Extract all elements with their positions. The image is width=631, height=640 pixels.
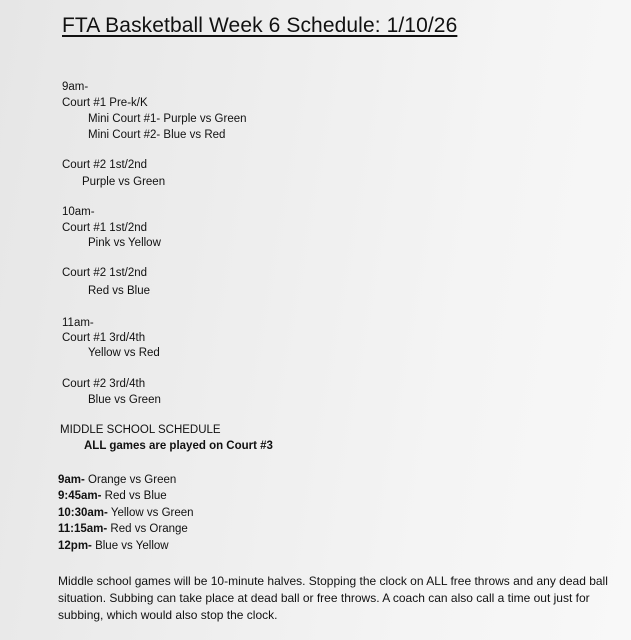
ms-game-time: 9am-	[58, 474, 85, 486]
slot2-court1-heading: Court #1 1st/2nd	[62, 222, 148, 234]
ms-game-matchup: Red vs Orange	[107, 523, 188, 535]
slot1-court2-game: Purple vs Green	[82, 176, 166, 188]
ms-game-row	[58, 489, 167, 503]
slot2-time: 10am-	[62, 206, 95, 218]
slot1-court1-heading: Court #1 Pre-k/K	[62, 97, 148, 109]
slot2-court2-heading: Court #2 1st/2nd	[62, 267, 148, 279]
ms-game-time: 10:30am-	[58, 507, 108, 519]
rules-paragraph: Middle school games will be 10-minute halves. Stopping the clock on ALL free throws and any dead ball situation. Subbing can take place at dead ball or free throws. A coach can also call a time out just for subbing, which would also stop the clock.	[58, 574, 608, 622]
slot3-court1-heading: Court #1 3rd/4th	[62, 332, 146, 344]
slot3-court2-game: Blue vs Green	[88, 394, 161, 406]
ms-game-matchup: Yellow vs Green	[107, 507, 194, 519]
slot1-time: 9am-	[62, 81, 89, 93]
slot3-time: 11am-	[62, 317, 94, 329]
ms-game-time: 12pm-	[58, 540, 92, 552]
slot1-court2-heading: Court #2 1st/2nd	[62, 159, 148, 171]
ms-game-matchup: Orange vs Green	[84, 474, 177, 486]
ms-game-row	[58, 473, 176, 487]
ms-game-row	[58, 522, 188, 536]
slot3-court2-heading: Court #2 3rd/4th	[62, 378, 146, 390]
page-title: FTA Basketball Week 6 Schedule: 1/10/26	[62, 14, 458, 37]
ms-game-time: 11:15am-	[58, 523, 108, 535]
slot3-court1-game: Yellow vs Red	[88, 347, 160, 359]
slot1-mini-court2: Mini Court #2- Blue vs Red	[88, 129, 226, 141]
ms-game-matchup: Blue vs Yellow	[91, 540, 169, 552]
middle-school-heading: MIDDLE SCHOOL SCHEDULE	[60, 424, 221, 436]
slot1-mini-court1: Mini Court #1- Purple vs Green	[88, 113, 247, 125]
ms-game-time: 9:45am-	[58, 490, 102, 502]
middle-school-note: ALL games are played on Court #3	[84, 440, 273, 452]
ms-game-row	[58, 539, 169, 553]
ms-game-matchup: Red vs Blue	[101, 490, 167, 502]
slot2-court1-game: Pink vs Yellow	[88, 237, 161, 249]
ms-game-row	[58, 506, 194, 520]
slot2-court2-game: Red vs Blue	[88, 285, 151, 297]
